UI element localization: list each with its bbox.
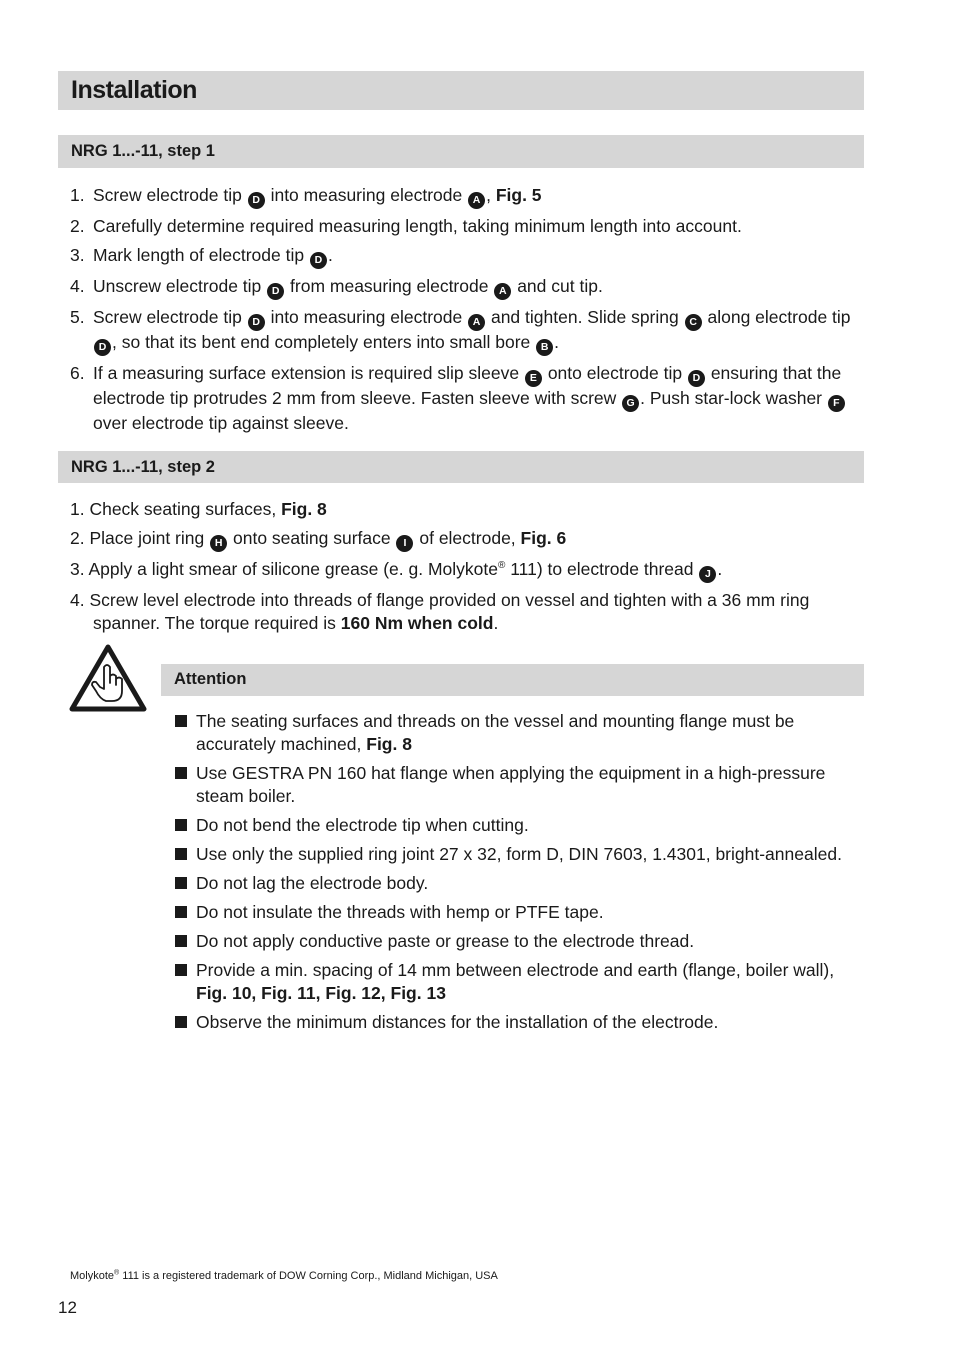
list-item: Do not apply conductive paste or grease to the electrode thread. <box>175 930 865 953</box>
list-item: Do not lag the electrode body. <box>175 872 865 895</box>
step1-bar <box>58 135 864 168</box>
step2-list <box>70 498 870 635</box>
marker-j-icon: J <box>699 566 716 583</box>
fig-ref: Fig. 5 <box>495 185 542 205</box>
marker-e-icon: E <box>525 370 542 387</box>
attention-heading: Attention <box>174 670 247 688</box>
marker-d-icon: D <box>267 283 284 300</box>
list-item: The seating surfaces and threads on the vessel and mounting flange must be accurately machined, Fig. 8 <box>175 710 865 756</box>
list-item: Observe the minimum distances for the installation of the electrode. <box>175 1011 865 1034</box>
attention-list <box>175 710 865 1034</box>
list-item: 2. Carefully determine required measuring length, taking minimum length into account. <box>70 216 742 236</box>
fig-ref: Fig. 8 <box>366 734 412 754</box>
step2-heading: NRG 1...-11, step 2 <box>71 458 215 476</box>
list-item: Use only the supplied ring joint 27 x 32, form D, DIN 7603, 1.4301, bright-annealed. <box>175 843 865 866</box>
list-item: 2. Place joint ring H onto seating surface I of electrode, Fig. 6 <box>70 527 870 552</box>
marker-a-icon: A <box>468 314 485 331</box>
list-item: Do not bend the electrode tip when cutting. <box>175 814 865 837</box>
bullet-square-icon <box>175 1016 187 1028</box>
bullet-square-icon <box>175 906 187 918</box>
bullet-square-icon <box>175 767 187 779</box>
step1-heading: NRG 1...-11, step 1 <box>71 142 215 160</box>
list-item: 6. If a measuring surface extension is required slip sleeve E onto electrode tip D ensuring that the electrode tip protrudes 2 mm from sleeve. Fasten sleeve with screw G . Push star-lock washer F over electrode tip against sleeve. <box>70 362 870 435</box>
marker-b-icon: B <box>536 339 553 356</box>
list-item: 4. Unscrew electrode tip D from measuring electrode A and cut tip. <box>70 275 870 300</box>
attention-bar <box>161 664 864 696</box>
bullet-square-icon <box>175 848 187 860</box>
marker-f-icon: F <box>828 395 845 412</box>
marker-g-icon: G <box>622 395 639 412</box>
bullet-square-icon <box>175 877 187 889</box>
list-item: 1. Check seating surfaces, Fig. 8 <box>70 499 327 519</box>
list-item: Provide a min. spacing of 14 mm between electrode and earth (flange, boiler wall), Fig. 10, Fig. 11, Fig. 12, Fig. 13 <box>175 959 865 1005</box>
marker-d-icon: D <box>688 370 705 387</box>
marker-d-icon: D <box>94 339 111 356</box>
torque-value: 160 Nm when cold <box>340 613 494 633</box>
fig-ref: Fig. 8 <box>281 499 327 519</box>
fig-ref: Fig. 6 <box>520 528 567 548</box>
step1-list <box>70 184 870 435</box>
fig-ref: Fig. 10, Fig. 11, Fig. 12, Fig. 13 <box>196 983 446 1003</box>
bullet-square-icon <box>175 715 187 727</box>
marker-c-icon: C <box>685 314 702 331</box>
page-number: 12 <box>58 1298 77 1317</box>
step2-bar <box>58 451 864 483</box>
marker-d-icon: D <box>310 252 327 269</box>
bullet-square-icon <box>175 819 187 831</box>
footnote: Molykote® 111 is a registered trademark of DOW Corning Corp., Midland Michigan, USA <box>70 1269 498 1282</box>
list-item: Do not insulate the threads with hemp or PTFE tape. <box>175 901 865 924</box>
marker-a-icon: A <box>494 283 511 300</box>
list-item: 4. Screw level electrode into threads of flange provided on vessel and tighten with a 36 mm ring spanner. The torque required is 160 Nm when cold. <box>70 590 810 633</box>
page-title: Installation <box>71 76 197 104</box>
marker-d-icon: D <box>248 314 265 331</box>
warning-hand-icon <box>68 643 148 713</box>
title-bar <box>58 71 864 110</box>
marker-d-icon: D <box>248 192 265 209</box>
bullet-square-icon <box>175 964 187 976</box>
list-item: 3. Apply a light smear of silicone grease (e. g. Molykote® 111) to electrode thread J . <box>70 558 870 583</box>
marker-h-icon: H <box>210 535 227 552</box>
list-item: 1. Screw electrode tip D into measuring electrode A , Fig. 5 <box>70 184 870 209</box>
list-item: 3. Mark length of electrode tip D . <box>70 244 870 269</box>
marker-i-icon: I <box>396 535 413 552</box>
list-item: Use GESTRA PN 160 hat flange when applying the equipment in a high-pressure steam boiler. <box>175 762 865 808</box>
list-item: 5. Screw electrode tip D into measuring electrode A and tighten. Slide spring C along electrode tip D , so that its bent end completely enters into small bore B . <box>70 306 870 356</box>
marker-a-icon: A <box>468 192 485 209</box>
bullet-square-icon <box>175 935 187 947</box>
